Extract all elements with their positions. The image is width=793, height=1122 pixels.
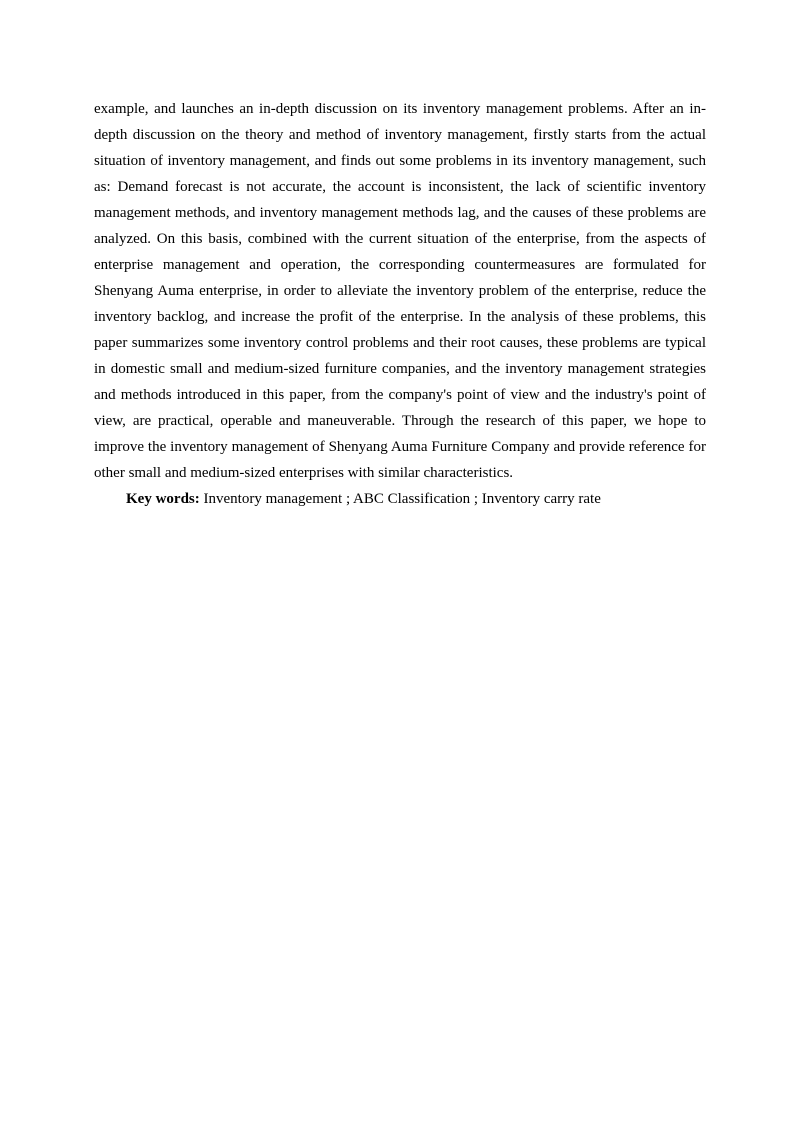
abstract-paragraph: example, and launches an in-depth discussion on its inventory management problems. After an in-depth discussion on the theory and method of inventory management, firstly starts from the actual situation of inventory management, and finds out some problems in its inventory management, such as: Demand forecast is not accurate, the account is inconsistent, the lack of scientific inventory management methods, and inventory management methods lag, and the causes of these problems are analyzed. On this basis, combined with the current situation of the enterprise, from the aspects of enterprise management and operation, the corresponding countermeasures are formulated for Shenyang Auma enterprise, in order to alleviate the inventory problem of the enterprise, reduce the inventory backlog, and increase the profit of the enterprise. In the analysis of these problems, this paper summarizes some inventory control problems and their root causes, these problems are typical in domestic small and medium-sized furniture companies, and the inventory management strategies and methods introduced in this paper, from the company's point of view and the industry's point of view, are practical, operable and maneuverable. Through the research of this paper, we hope to improve the inventory management of Shenyang Auma Furniture Company and provide reference for other small and medium-sized enterprises with similar characteristics.: [94, 101, 706, 481]
keywords-list: Inventory management ; ABC Classification ; Inventory carry rate: [199, 491, 601, 507]
abstract-section: [94, 96, 706, 512]
keywords-line: [94, 486, 706, 512]
keywords-label: Key words:: [126, 491, 200, 507]
